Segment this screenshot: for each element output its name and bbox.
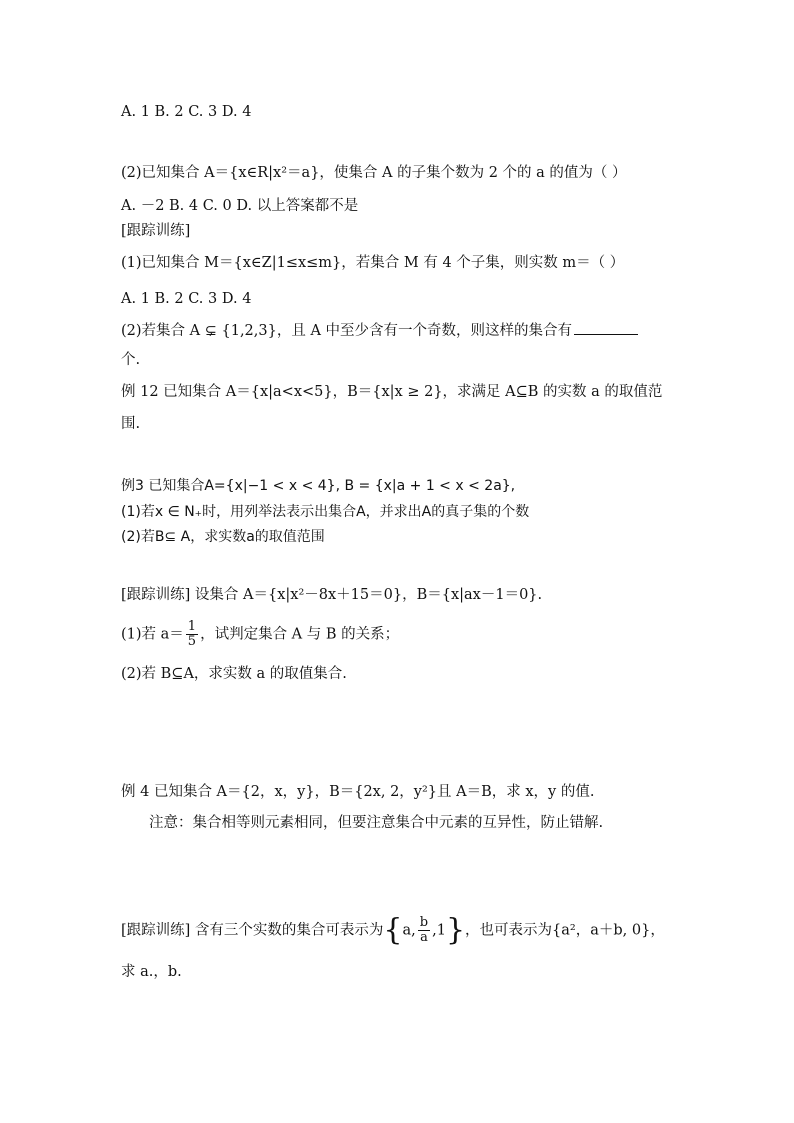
follow3-pre: [跟踪训练] 含有三个实数的集合可表示为 [121,922,384,939]
follow1-q1-options: A. 1 B. 2 C. 3 D. 4 [121,291,252,307]
ex3-line3: (2)若B⊆ A，求实数a的取值范围 [121,529,325,545]
follow3-set-1: ,1 [432,922,446,939]
ex12-line2: 围. [121,416,141,432]
follow2-q2: (2)若 B⊆A，求实数 a 的取值集合. [121,666,347,682]
fraction-one-fifth [186,620,198,649]
follow1-q2-tail: 个. [121,352,141,368]
fraction-denominator: 5 [187,634,197,649]
follow2-line1: [跟踪训练] 设集合 A＝{x|x²－8x＋15＝0}，B＝{x|ax－1＝0}. [121,587,543,603]
ex3-line2: (1)若x ∈ N₊时，用列举法表示出集合A，并求出A的真子集的个数 [121,504,530,520]
follow2-q1 [121,620,399,649]
ex3-line1: 例3 已知集合A={x|−1 < x < 4}, B = {x|a + 1 < x < 2a}, [121,478,516,494]
answer-blank [574,320,638,335]
ex4-line1: 例 4 已知集合 A＝{2，x，y}，B＝{2x, 2，y²}且 A＝B，求 x，y 的值. [121,784,595,800]
ex4-note: 注意：集合相等则元素相同，但要注意集合中元素的互异性，防止错解. [149,815,604,831]
q1-options: A. 1 B. 2 C. 3 D. 4 [121,104,252,120]
follow1-q2 [121,320,638,341]
fraction-b-over-a [418,916,430,945]
follow2-q1-post: ，试判定集合 A 与 B 的关系； [200,626,400,643]
follow1-q1: (1)已知集合 M＝{x∈Z|1≤x≤m}，若集合 M 有 4 个子集，则实数 m＝（ ） [121,255,625,271]
fraction-numerator: b [419,915,429,930]
fraction-denominator: a [420,930,428,945]
follow3-line2: 求 a.，b. [121,964,182,980]
ex12-line1: 例 12 已知集合 A＝{x|a<x<5}，B＝{x|x ≥ 2}，求满足 A⊆B 的实数 a 的取值范 [121,384,663,400]
follow1-q2-text: (2)若集合 A ⊊ {1,2,3}，且 A 中至少含有一个奇数，则这样的集合有 [121,323,573,339]
follow3-line1 [121,912,665,948]
follow3-set-a: a, [402,922,416,939]
q2-options: A. －2 B. 4 C. 0 D. 以上答案都不是 [121,198,359,214]
follow1-header: [跟踪训练] [121,223,191,239]
q2-stem: (2)已知集合 A＝{x∈R|x²＝a}，使集合 A 的子集个数为 2 个的 a 的值为（ ） [121,165,627,181]
follow2-q1-pre: (1)若 a＝ [121,626,184,643]
left-brace: { [383,912,403,948]
follow3-post: ，也可表示为{a²，a＋b, 0}， [465,922,665,939]
fraction-numerator: 1 [187,619,197,634]
right-brace: } [445,912,466,948]
